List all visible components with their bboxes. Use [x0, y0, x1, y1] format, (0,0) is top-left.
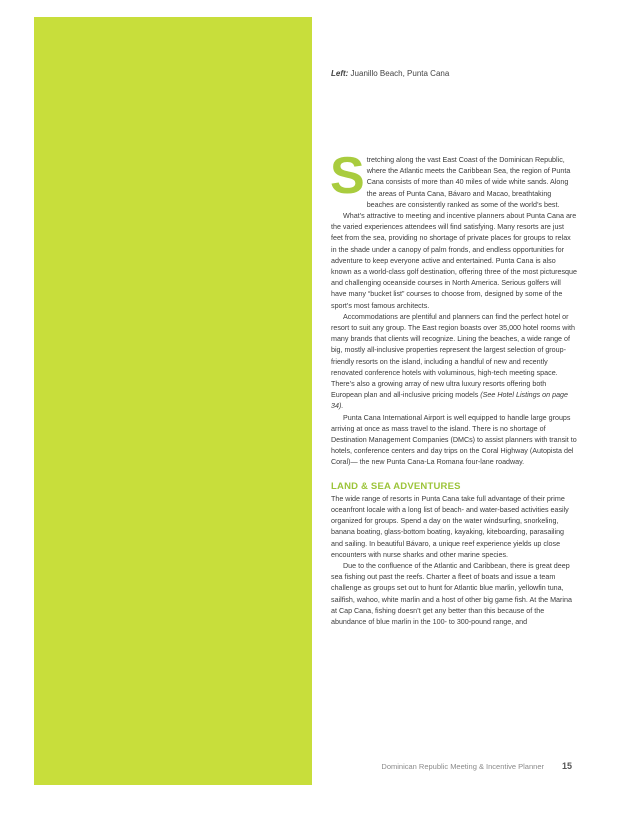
photo-placeholder-block	[34, 17, 312, 785]
drop-cap: S	[330, 147, 365, 205]
hotel-listings-reference: (See Hotel Listings on page 34).	[331, 391, 568, 411]
paragraph-accommodations	[331, 312, 577, 413]
photo-caption	[331, 69, 449, 78]
page-number: 15	[561, 761, 572, 771]
publication-name: Dominican Republic Meeting & Incentive Planner	[381, 762, 544, 771]
article-body	[330, 147, 577, 628]
section-heading: LAND & SEA ADVENTURES	[331, 480, 461, 492]
paragraph-intro	[330, 147, 577, 211]
paragraph-fishing: Due to the confluence of the Atlantic and Caribbean, there is great deep sea fishing out past the reefs. Charter a fleet of boats and issue a team challenge as groups set out to hunt for Atlantic blue marlin, yellowfin tuna, sailfish, wahoo, white marlin and a host of other big game fish. At the Marina at Cap Cana, fishing doesn’t get any better than this because of the abundance of blue marlin in the 100- to 300-pound range, and	[331, 561, 572, 626]
caption-text: Juanillo Beach, Punta Cana	[348, 69, 450, 78]
paragraph-planners: What’s attractive to meeting and incentive planners about Punta Cana are the varied experiences attendees will find satisfying. Many resorts are just feet from the sea, providing no shortage of private places for groups to relax in the shade under a canopy of palm fronds, and endless opportunities for adventure to keep everyone active and entertained. Punta Cana is also known as a world-class golf destination, offering three of the most picturesque and challenging oceanside courses in North America. Serious golfers will have many “bucket list” courses to choose from, designed by some of the sport’s most famous architects.	[331, 212, 577, 310]
caption-lead: Left:	[331, 69, 349, 78]
paragraph-airport: Punta Cana International Airport is well equipped to handle large groups arriving at once as mass travel to the island. There is no shortage of Destination Management Companies (DMCs) to assist planners with transit to hotels, conference centers and day trips on the Coral Highway (Autopista del Coral)— the new Punta Cana-La Romana four-lane roadway.	[331, 413, 577, 467]
paragraph-intro-text: tretching along the vast East Coast of the Dominican Republic, where the Atlantic meets the Caribbean Sea, the region of Punta Cana consists of more than 40 miles of wide white sands. Along the areas of Punta Cana, Bávaro and Macao, breathtaking beaches are consistently ranked as some of the world’s best.	[366, 156, 571, 209]
paragraph-accommodations-text: Accommodations are plentiful and planners can find the perfect hotel or resort to suit any group. The East region boasts over 35,000 hotel rooms with many brands that clients will recognize. Lining the beaches, a wide range of big, mostly all-inclusive properties represent the largest selection of group-friendly resorts on the island, including a handful of new and recently renovated conference hotels with voluminous, high-tech meeting space. There’s also a growing array of new ultra luxury resorts offering both European plan and all-inclusive pricing models	[331, 312, 575, 400]
paragraph-activities: The wide range of resorts in Punta Cana take full advantage of their prime oceanfront locale with a long list of beach- and water-based activities easily organized for groups. Spend a day on the water windsurfing, snorkeling, banana boating, glass-bottom boating, kayaking, kiteboarding, parasailing and sailing. In beautiful Bávaro, a unique reef experience yields up close encounters with nurse sharks and other marine species.	[331, 494, 569, 559]
